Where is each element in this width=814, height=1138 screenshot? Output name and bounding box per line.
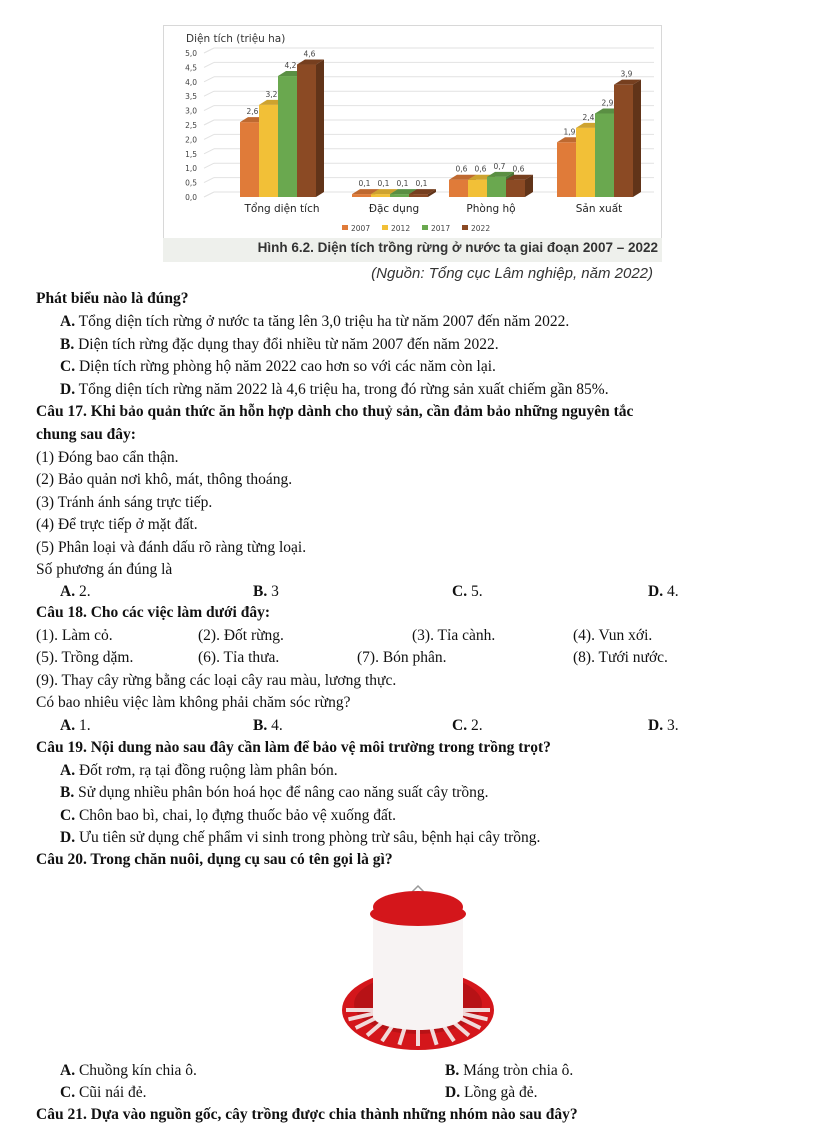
category-label: Sản xuất xyxy=(575,203,623,215)
data-label: 1,9 xyxy=(563,127,576,137)
option-key: C. xyxy=(60,358,76,375)
legend-swatch xyxy=(342,225,348,230)
bar xyxy=(371,194,390,197)
bar-chart xyxy=(164,26,661,239)
option-text: 4. xyxy=(267,717,283,734)
legend-swatch xyxy=(462,225,468,230)
q17-option-d[interactable] xyxy=(648,583,679,601)
q18-title: Câu 18. Cho các việc làm dưới đây: xyxy=(36,604,271,621)
bar-side xyxy=(633,80,641,197)
option-text: Diện tích rừng phòng hộ năm 2022 cao hơn so với các năm còn lại. xyxy=(75,358,496,375)
poultry-feeder-image xyxy=(338,880,498,1058)
q17-option-a[interactable] xyxy=(60,583,91,601)
q17-question: Số phương án đúng là xyxy=(36,561,173,578)
gridline-slant xyxy=(204,163,214,168)
option-text: 3. xyxy=(663,717,679,734)
q20-option-c[interactable] xyxy=(60,1084,147,1102)
y-tick-label: 2,5 xyxy=(185,121,197,130)
bar xyxy=(576,128,595,197)
legend-swatch xyxy=(422,225,428,230)
option-key: C. xyxy=(452,583,468,600)
gridline-slant xyxy=(204,134,214,139)
gridline-slant xyxy=(204,192,214,197)
q18-item-1: (1). Làm cỏ. xyxy=(36,627,113,644)
option-text: Tổng diện tích rừng năm 2022 là 4,6 triệu ha, trong đó rừng sản xuất chiếm gần 85%. xyxy=(75,381,609,398)
option-key: B. xyxy=(60,784,75,801)
q17-item-4: (4) Để trực tiếp ở mặt đất. xyxy=(36,516,198,533)
feeder-lid xyxy=(373,891,463,923)
option-key: B. xyxy=(445,1062,460,1079)
option-text: 4. xyxy=(663,583,679,600)
category-label: Đặc dụng xyxy=(368,203,420,215)
q20-option-b[interactable] xyxy=(445,1062,573,1080)
y-tick-label: 1,0 xyxy=(185,164,197,174)
option-text: Chuồng kín chia ô. xyxy=(75,1062,197,1079)
option-key: A. xyxy=(60,717,76,734)
gridline-slant xyxy=(204,120,214,125)
data-label: 4,6 xyxy=(303,49,316,59)
gridline-slant xyxy=(204,77,214,82)
q19-option-b[interactable] xyxy=(60,784,489,802)
option-key: C. xyxy=(60,807,76,824)
data-label: 2,4 xyxy=(582,112,595,122)
bar xyxy=(614,85,633,197)
figure-6-2 xyxy=(163,25,663,285)
option-text: Máng tròn chia ô. xyxy=(459,1062,574,1079)
gridline-slant xyxy=(204,106,214,111)
gridline-slant xyxy=(204,178,214,183)
q19-option-c[interactable] xyxy=(60,807,396,825)
q18-option-a[interactable] xyxy=(60,717,91,735)
q20-title: Câu 20. Trong chăn nuôi, dụng cụ sau có tên gọi là gì? xyxy=(36,851,393,868)
bar xyxy=(409,194,428,197)
bar-side xyxy=(316,60,324,197)
bar xyxy=(595,113,614,197)
q17-item-5: (5) Phân loại và đánh dấu rõ ràng từng loại. xyxy=(36,539,307,556)
data-label: 0,6 xyxy=(512,164,525,174)
q16-prompt: Phát biểu nào là đúng? xyxy=(36,290,189,307)
option-key: D. xyxy=(60,381,76,398)
q17-title-line1: Câu 17. Khi bảo quản thức ăn hỗn hợp dành cho thuỷ sản, cần đảm bảo những nguyên tắc xyxy=(36,403,634,420)
q17-option-b[interactable] xyxy=(253,583,279,601)
option-text: Cũi nái đẻ. xyxy=(75,1084,147,1101)
option-key: C. xyxy=(452,717,468,734)
q18-item-5: (5). Trồng dặm. xyxy=(36,649,134,666)
bar xyxy=(297,65,316,197)
y-axis-label: Diện tích (triệu ha) xyxy=(186,33,286,45)
option-key: A. xyxy=(60,762,76,779)
data-label: 2,6 xyxy=(246,107,259,117)
y-tick-label: 3,5 xyxy=(185,92,197,102)
q18-item-9: (9). Thay cây rừng bằng các loại cây rau màu, lương thực. xyxy=(36,672,397,689)
q18-option-c[interactable] xyxy=(452,717,483,735)
q18-item-7: (7). Bón phân. xyxy=(357,649,447,666)
option-key: B. xyxy=(253,717,268,734)
legend-label: 2017 xyxy=(431,224,451,233)
q17-item-3: (3) Tránh ánh sáng trực tiếp. xyxy=(36,494,213,511)
option-text: Lồng gà đẻ. xyxy=(460,1084,538,1101)
bar xyxy=(278,76,297,197)
q17-title-line2: chung sau đây: xyxy=(36,426,136,443)
option-key: C. xyxy=(60,1084,76,1101)
option-text: 1. xyxy=(75,717,91,734)
y-tick-label: 0,0 xyxy=(185,193,197,202)
data-label: 0,1 xyxy=(415,179,428,189)
option-key: A. xyxy=(60,583,76,600)
q18-item-4: (4). Vun xới. xyxy=(573,627,653,644)
legend-label: 2012 xyxy=(391,224,411,233)
y-tick-label: 4,0 xyxy=(185,77,197,87)
q18-item-2: (2). Đốt rừng. xyxy=(198,627,284,644)
q17-option-c[interactable] xyxy=(452,583,483,601)
bar xyxy=(506,180,525,197)
option-key: B. xyxy=(253,583,268,600)
data-label: 4,2 xyxy=(284,61,297,71)
q18-question: Có bao nhiêu việc làm không phải chăm sóc rừng? xyxy=(36,694,351,711)
y-tick-label: 3,0 xyxy=(185,106,197,116)
q16-option-b[interactable] xyxy=(60,336,499,354)
y-tick-label: 4,5 xyxy=(185,63,197,73)
legend-swatch xyxy=(382,225,388,230)
q20-option-a[interactable] xyxy=(60,1062,197,1080)
q16-option-d[interactable] xyxy=(60,381,609,399)
legend-label: 2007 xyxy=(351,224,371,233)
q16-option-a[interactable] xyxy=(60,313,569,331)
option-text: Đốt rơm, rạ tại đồng ruộng làm phân bón. xyxy=(75,762,338,779)
y-tick-label: 2,0 xyxy=(185,135,197,145)
category-label: Phòng hộ xyxy=(466,203,516,215)
bar xyxy=(487,177,506,197)
bar xyxy=(352,194,371,197)
gridline-slant xyxy=(204,48,214,53)
figure-caption: Hình 6.2. Diện tích trồng rừng ở nước ta giai đoạn 2007 – 2022 xyxy=(257,240,658,255)
q18-item-8: (8). Tưới nước. xyxy=(573,649,668,666)
option-key: A. xyxy=(60,313,76,330)
gridline-slant xyxy=(204,149,214,154)
chart-frame xyxy=(163,25,662,240)
q18-option-d[interactable] xyxy=(648,717,679,735)
q19-option-d[interactable] xyxy=(60,829,540,847)
data-label: 0,6 xyxy=(455,164,468,174)
q16-option-c[interactable] xyxy=(60,358,496,376)
option-text: 3 xyxy=(267,583,279,600)
q18-option-b[interactable] xyxy=(253,717,283,735)
feeder-body xyxy=(373,916,463,1016)
bar xyxy=(449,180,468,197)
option-key: D. xyxy=(60,829,76,846)
option-text: Diện tích rừng đặc dụng thay đổi nhiều từ năm 2007 đến năm 2022. xyxy=(74,336,499,353)
option-key: B. xyxy=(60,336,75,353)
bar xyxy=(557,142,576,197)
option-text: 2. xyxy=(467,717,483,734)
y-tick-label: 1,5 xyxy=(185,149,197,159)
data-label: 0,1 xyxy=(358,179,371,189)
data-label: 3,2 xyxy=(265,89,278,99)
option-text: Sử dụng nhiều phân bón hoá học để nâng cao năng suất cây trồng. xyxy=(74,784,489,801)
category-label: Tổng diện tích xyxy=(244,203,320,215)
data-label: 0,1 xyxy=(396,179,409,189)
data-label: 0,7 xyxy=(493,161,506,171)
data-label: 0,1 xyxy=(377,179,390,189)
bar xyxy=(390,194,409,197)
option-key: D. xyxy=(445,1084,461,1101)
figure-source: (Nguồn: Tổng cục Lâm nghiệp, năm 2022) xyxy=(371,265,653,282)
option-key: D. xyxy=(648,583,664,600)
q18-item-3: (3). Tỉa cành. xyxy=(412,627,496,644)
q18-item-6: (6). Tỉa thưa. xyxy=(198,649,280,666)
bar xyxy=(259,105,278,197)
option-text: Tổng diện tích rừng ở nước ta tăng lên 3,0 triệu ha từ năm 2007 đến năm 2022. xyxy=(75,313,570,330)
q17-item-2: (2) Bảo quản nơi khô, mát, thông thoáng. xyxy=(36,471,293,488)
bar xyxy=(240,122,259,197)
bar xyxy=(468,180,487,197)
option-text: Ưu tiên sử dụng chế phẩm vi sinh trong phòng trừ sâu, bệnh hại cây trồng. xyxy=(75,829,541,846)
q19-title: Câu 19. Nội dung nào sau đây cần làm để bảo vệ môi trường trong trồng trọt? xyxy=(36,739,551,756)
option-text: Chôn bao bì, chai, lọ đựng thuốc bảo vệ xuống đất. xyxy=(75,807,397,824)
q21-title: Câu 21. Dựa vào nguồn gốc, cây trồng được chia thành những nhóm nào sau đây? xyxy=(36,1106,578,1123)
gridline-slant xyxy=(204,91,214,96)
gridline-slant xyxy=(204,62,214,67)
q20-option-d[interactable] xyxy=(445,1084,538,1102)
option-text: 2. xyxy=(75,583,91,600)
legend-label: 2022 xyxy=(471,224,491,233)
option-key: A. xyxy=(60,1062,76,1079)
y-tick-label: 0,5 xyxy=(185,178,197,188)
option-key: D. xyxy=(648,717,664,734)
q19-option-a[interactable] xyxy=(60,762,338,780)
y-tick-label: 5,0 xyxy=(185,49,197,58)
q17-item-1: (1) Đóng bao cẩn thận. xyxy=(36,449,179,466)
option-text: 5. xyxy=(467,583,483,600)
data-label: 3,9 xyxy=(620,69,633,79)
data-label: 2,9 xyxy=(601,98,614,108)
data-label: 0,6 xyxy=(474,164,487,174)
feeder-body-base xyxy=(373,1002,463,1030)
